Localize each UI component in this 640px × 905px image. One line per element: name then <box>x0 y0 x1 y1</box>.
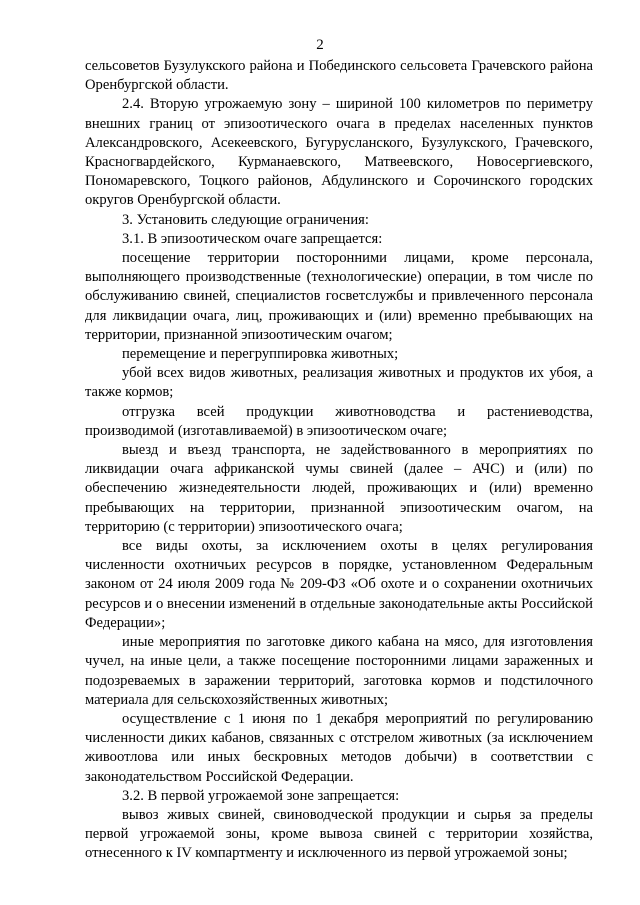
paragraph-item: вывоз живых свиней, свиноводческой продукции и сырья за пределы первой угрожаемой зоны, кроме вывоза свиней с территории хозяйства, отнесенного к IV компартменту и исключенного из первой угрожаемой зоны; <box>85 806 593 862</box>
document-body <box>85 57 593 864</box>
paragraph-item: выезд и въезд транспорта, не задействованного в мероприятиях по ликвидации очага африканской чумы свиней (далее – АЧС) и (или) по обеспечению жизнедеятельности людей, проживающих и (или) временно пребывающих на территории, признанной эпизоотическим очагом, на территорию (с территории) эпизоотического очага; <box>85 442 593 535</box>
paragraph-item: отгрузка всей продукции животноводства и растениеводства, производимой (изготавливаемой) в эпизоотическом очаге; <box>85 403 593 439</box>
paragraph-clause-3-2: 3.2. В первой угрожаемой зоне запрещается: <box>122 787 400 804</box>
paragraph-item: осуществление с 1 июня по 1 декабря мероприятий по регулированию численности диких кабанов, связанных с отстрелом животных (за исключением живоотлова или иных бескровных методов добычи) в соответствии с законодательством Российской Федерации. <box>85 710 593 785</box>
paragraph-continuation: сельсоветов Бузулукского района и Побединского сельсовета Грачевского района Оренбургской области. <box>85 58 593 94</box>
paragraph-item: убой всех видов животных, реализация животных и продуктов их убоя, а также кормов; <box>85 365 593 401</box>
page-number: 2 <box>316 37 324 53</box>
paragraph-item: перемещение и перегруппировка животных; <box>122 346 399 363</box>
paragraph-clause-3-1: 3.1. В эпизоотическом очаге запрещается: <box>122 230 383 247</box>
paragraph-clause-3: 3. Установить следующие ограничения: <box>122 211 369 228</box>
paragraph-clause-2-4: 2.4. Вторую угрожаемую зону – шириной 100 километров по периметру внешних границ от эпизоотического очага в пределах населенных пунктов Александровского, Асекеевского, Бугурусланского, Бузулукского, Грачевского, Красногвардейского, Курманаевского, Матвеевского, Новосергиевского, Пономаревского, Тоцкого районов, Абдулинского и Сорочинского городских округов Оренбургской области. <box>85 96 593 209</box>
paragraph-item: все виды охоты, за исключением охоты в целях регулирования численности охотничьих ресурсов в порядке, установленном Федеральным законом от 24 июля 2009 года № 209-ФЗ «Об охоте и о сохранении охотничьих ресурсов и о внесении изменений в отдельные законодательные акты Российской Федерации»; <box>85 538 593 631</box>
paragraph-item: иные мероприятия по заготовке дикого кабана на мясо, для изготовления чучел, на иные цели, а также посещение посторонними лицами зараженных и подозреваемых в заражении территорий, заготовка кормов и подстилочного материала для сельскохозяйственных животных; <box>85 634 593 708</box>
paragraph-item: посещение территории посторонними лицами, кроме персонала, выполняющего производственные (технологические) операции, в том числе по обслуживанию свиней, специалистов госветслужбы и привлеченного персонала для ликвидации очага, лиц, проживающих и (или) временно пребывающих на территории, признанной эпизоотическим очагом; <box>85 250 593 343</box>
